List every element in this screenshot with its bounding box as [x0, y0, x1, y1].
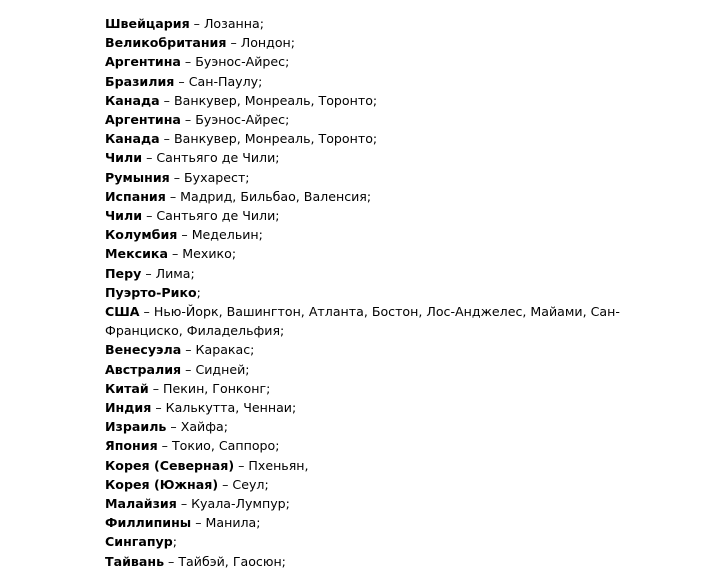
country-name: Мексика [105, 246, 168, 262]
country-name: Пуэрто-Рико [105, 284, 197, 300]
list-item [105, 417, 665, 436]
list-item [105, 244, 665, 263]
list-item [105, 148, 665, 167]
country-name: Китай [105, 380, 149, 396]
country-name: Колумбия [105, 227, 178, 243]
country-name: Тайвань [105, 553, 165, 569]
list-item [105, 436, 665, 455]
list-item [105, 513, 665, 532]
list-item [105, 494, 665, 513]
country-name: Малайзия [105, 496, 177, 512]
city-names: – Лима; [141, 265, 195, 281]
city-names: – Мехико; [167, 246, 237, 262]
city-names: – Сан-Паулу; [174, 73, 263, 89]
country-name: Филлипины [105, 515, 192, 531]
country-name: Израиль [105, 419, 167, 435]
city-names: – Лондон; [226, 35, 296, 51]
list-item [105, 264, 665, 283]
list-item [105, 72, 665, 91]
city-names: – Каракас; [181, 342, 255, 358]
city-names: – Лозанна; [189, 16, 264, 31]
list-item [105, 456, 665, 475]
country-name: Великобритания [105, 35, 227, 51]
city-names: – Ванкувер, Монреаль, Торонто; [159, 92, 378, 108]
city-names: – Токио, Саппоро; [157, 438, 280, 454]
list-item [105, 398, 665, 417]
country-name: Сингапур [105, 534, 173, 550]
city-names: – Сантьяго де Чили; [142, 208, 280, 224]
city-names: – Пекин, Гонконг; [148, 380, 271, 396]
country-name: США [105, 304, 140, 320]
country-name: Австралия [105, 361, 182, 377]
city-names: – Ванкувер, Монреаль, Торонто; [159, 131, 378, 147]
city-names: – Буэнос-Айрес; [180, 54, 290, 70]
city-names: – Тайбэй, Гаосюн; [164, 553, 286, 569]
city-names: – Мадрид, Бильбао, Валенсия; [165, 188, 372, 204]
country-name: Корея (Северная) [105, 457, 235, 473]
country-name: Бразилия [105, 73, 175, 89]
city-names: ; [196, 284, 201, 300]
city-names: – Буэнос-Айрес; [180, 112, 290, 128]
list-item [105, 52, 665, 71]
list-item [105, 225, 665, 244]
list-item [105, 206, 665, 225]
list-item [105, 379, 665, 398]
country-name: Япония [105, 438, 158, 454]
list-item [105, 475, 665, 494]
city-names: – Хайфа; [166, 419, 228, 435]
city-names: – Нью-Йорк, Вашингтон, Атланта, Бостон, Лос-Анджелес, Майами, Сан-Франциско, Филадельфия; [105, 304, 620, 339]
country-name: Перу [105, 265, 142, 281]
list-item [105, 552, 665, 571]
city-names: – Пхеньян, [234, 457, 309, 473]
city-names: – Сидней; [181, 361, 250, 377]
country-name: Аргентина [105, 54, 181, 70]
country-name: Корея (Южная) [105, 476, 219, 492]
city-names: – Калькутта, Ченнаи; [151, 400, 297, 416]
list-item [105, 129, 665, 148]
country-name: Канада [105, 92, 160, 108]
country-name: Канада [105, 131, 160, 147]
city-names: – Сеул; [218, 476, 269, 492]
list-item [105, 302, 665, 340]
list-item [105, 33, 665, 52]
country-name: Румыния [105, 169, 170, 185]
city-names: – Бухарест; [169, 169, 250, 185]
country-name: Швейцария [105, 16, 190, 31]
city-names: – Медельин; [177, 227, 263, 243]
country-name: Чили [105, 208, 143, 224]
list-item [105, 283, 665, 302]
city-names: ; [172, 534, 178, 550]
city-names: – Сантьяго де Чили; [142, 150, 280, 166]
list-item [105, 340, 665, 359]
list-item [105, 168, 665, 187]
country-name: Чили [105, 150, 143, 166]
country-city-list [105, 14, 665, 571]
country-name: Испания [105, 188, 166, 204]
city-names: – Манила; [191, 515, 261, 531]
list-item [105, 532, 665, 551]
country-name: Аргентина [105, 112, 181, 128]
list-item [105, 187, 665, 206]
city-names: – Куала-Лумпур; [176, 496, 290, 512]
country-name: Венесуэла [105, 342, 182, 358]
list-item [105, 360, 665, 379]
list-item [105, 110, 665, 129]
list-item [105, 14, 665, 33]
list-item [105, 91, 665, 110]
country-name: Индия [105, 400, 152, 416]
